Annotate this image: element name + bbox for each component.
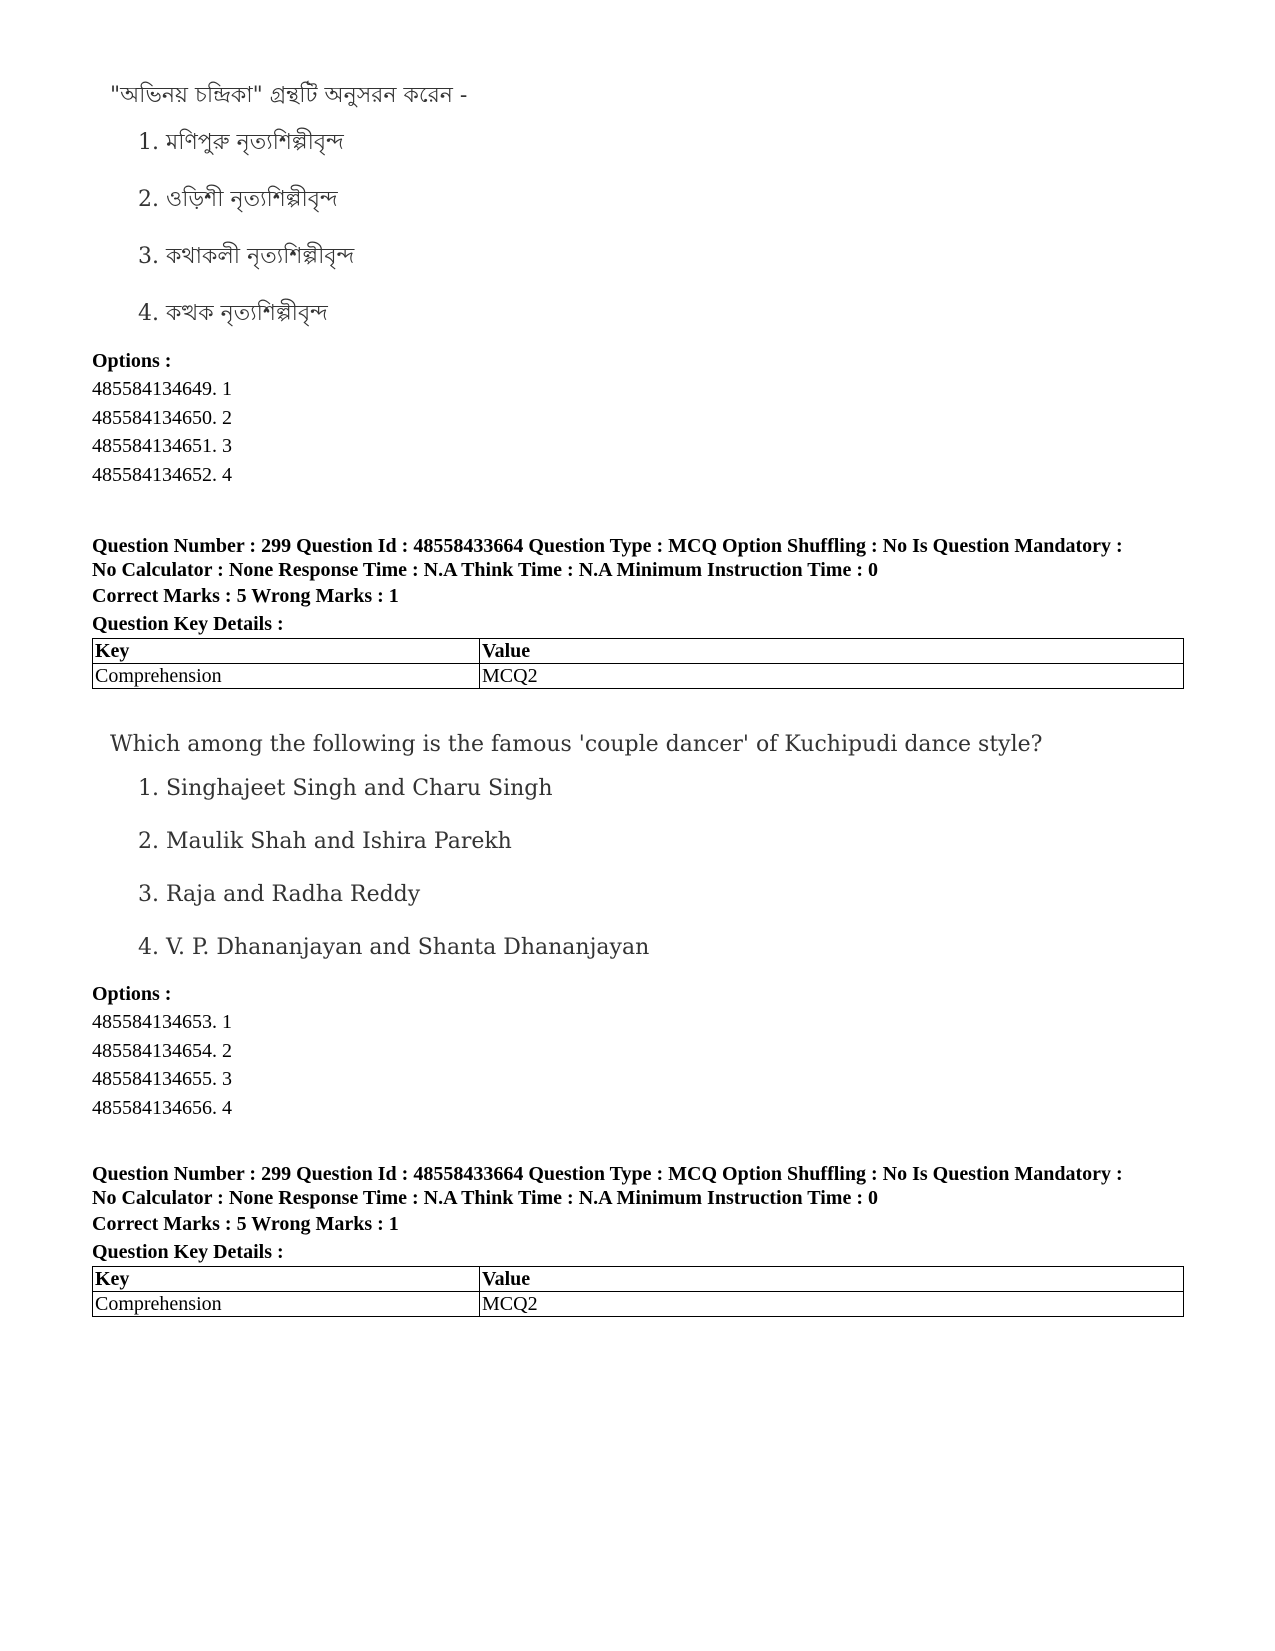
table-cell-key: Comprehension — [93, 1292, 480, 1317]
question-item: 3. Raja and Radha Reddy — [138, 882, 421, 907]
option-line: 485584134650. 2 — [92, 406, 232, 429]
question-image-bengali — [92, 78, 467, 342]
option-line: 485584134656. 4 — [92, 1096, 232, 1119]
question-item: 4. V. P. Dhananjayan and Shanta Dhananjayan — [138, 935, 650, 960]
table-header-value: Value — [480, 639, 1184, 664]
option-line: 485584134653. 1 — [92, 1011, 232, 1033]
marks-line: Correct Marks : 5 Wrong Marks : 1 — [92, 1213, 399, 1235]
table-row — [93, 664, 1184, 689]
question-item: 2. ওড়িশী নৃত্যশিল্পীবৃন্দ — [138, 187, 338, 212]
option-line: 485584134652. 4 — [92, 463, 232, 486]
key-details-title: Question Key Details : — [92, 613, 284, 635]
question-meta-line: Question Number : 299 Question Id : 48558433664 Question Type : MCQ Option Shuffling : No Is Question Mandatory : — [92, 1163, 1123, 1185]
question-meta-line: No Calculator : None Response Time : N.A Think Time : N.A Minimum Instruction Time : 0 — [92, 1187, 878, 1209]
table-header-row — [93, 639, 1184, 664]
table-cell-key: Comprehension — [93, 664, 480, 689]
options-block — [92, 347, 1184, 489]
options-block — [92, 980, 1184, 1122]
question-stem: "অভিনয় চন্দ্রিকা" গ্রন্থটি অনুসরন করেন - — [110, 83, 468, 108]
table-header-key: Key — [93, 639, 480, 664]
marks-line: Correct Marks : 5 Wrong Marks : 1 — [92, 585, 399, 607]
key-details-table — [92, 1266, 1184, 1317]
question-meta-line: Question Number : 299 Question Id : 48558433664 Question Type : MCQ Option Shuffling : No Is Question Mandatory : — [92, 535, 1123, 557]
question-meta-line: No Calculator : None Response Time : N.A Think Time : N.A Minimum Instruction Time : 0 — [92, 559, 878, 581]
table-cell-value: MCQ2 — [480, 664, 1184, 689]
table-header-value: Value — [480, 1267, 1184, 1292]
question-item: 4. কত্থক নৃত্যশিল্পীবৃন্দ — [138, 301, 328, 326]
question-meta — [92, 1162, 1184, 1317]
options-title: Options : — [92, 350, 172, 372]
options-title: Options : — [92, 983, 172, 1005]
option-line: 485584134654. 2 — [92, 1039, 232, 1062]
table-header-row — [93, 1267, 1184, 1292]
key-details-table — [92, 638, 1184, 689]
question-item: 1. Singhajeet Singh and Charu Singh — [138, 776, 553, 801]
option-line: 485584134651. 3 — [92, 435, 232, 457]
key-details-title: Question Key Details : — [92, 1241, 284, 1263]
question-image-english — [92, 728, 1042, 974]
table-row — [93, 1292, 1184, 1317]
question-item-list — [92, 114, 467, 342]
question-item: 3. কথাকলী নৃত্যশিল্পীবৃন্দ — [138, 244, 355, 269]
question-item-list — [92, 762, 1042, 974]
question-item: 2. Maulik Shah and Ishira Parekh — [138, 829, 512, 854]
option-line: 485584134649. 1 — [92, 378, 232, 400]
option-line: 485584134655. 3 — [92, 1068, 232, 1090]
question-stem: Which among the following is the famous 'couple dancer' of Kuchipudi dance style? — [110, 732, 1043, 757]
table-header-key: Key — [93, 1267, 480, 1292]
table-cell-value: MCQ2 — [480, 1292, 1184, 1317]
question-meta — [92, 534, 1184, 689]
question-item: 1. মণিপুরু নৃত্যশিল্পীবৃন্দ — [138, 130, 344, 155]
